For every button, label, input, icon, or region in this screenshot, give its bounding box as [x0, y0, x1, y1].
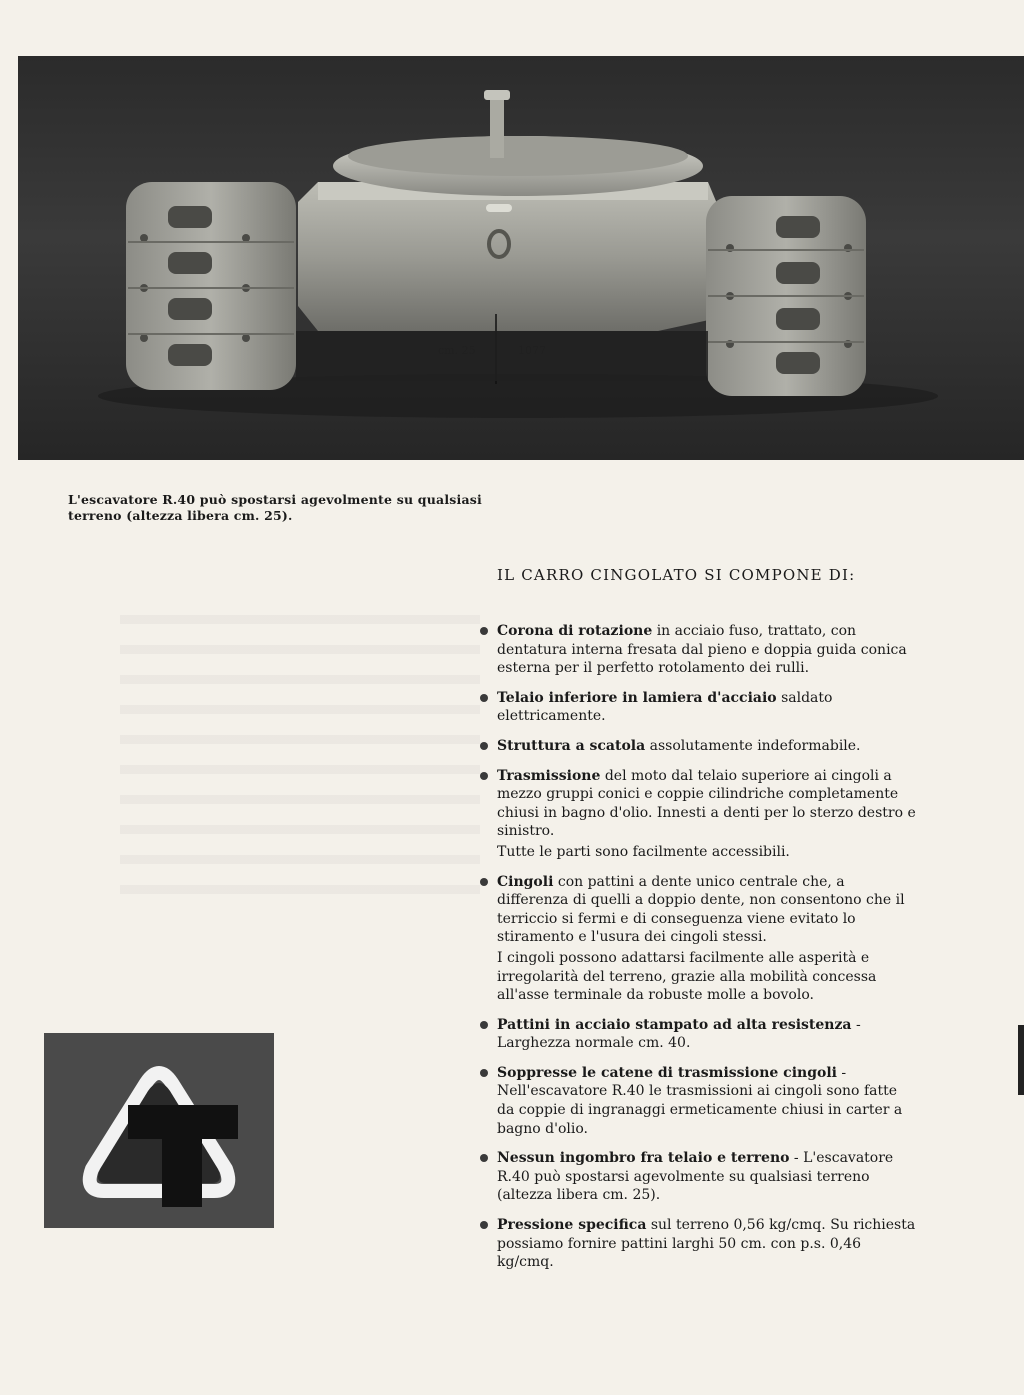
bullet-icon [480, 1069, 488, 1077]
frame-plate [486, 204, 512, 212]
list-item [478, 873, 918, 1005]
item-title: Soppresse le catene di trasmissione cingoli [497, 1064, 837, 1081]
item-title: Cingoli [497, 873, 554, 890]
item-extra: Tutte le parti sono facilmente accessibili. [497, 843, 790, 860]
item-title: Corona di rotazione [497, 623, 653, 639]
page-edge-mark [1018, 1025, 1024, 1095]
undercarriage-photo [18, 56, 1024, 460]
item-text: del moto dal telaio superiore ai cingoli a mezzo gruppi conici e coppie cilindriche completamente chiusi in bagno d'olio. Innesti a denti per lo sterzo destro e sinistro. [497, 767, 916, 840]
component-list [478, 622, 918, 1283]
slewing-ring-inner [348, 136, 688, 176]
bullet-icon [480, 1021, 488, 1029]
undercarriage-illustration [18, 56, 1024, 460]
item-title: Trasmissione [497, 767, 601, 784]
bullet-icon [480, 694, 488, 702]
photo-caption [68, 492, 528, 524]
item-text: con pattini a dente unico centrale che, a differenza di quelli a doppio dente, non consentono che il terriccio si fermi e di conseguenza viene evitato lo stiramento e l'usura dei cingoli stessi. [497, 873, 905, 946]
item-text: assolutamente indeformabile. [645, 737, 861, 754]
list-item [478, 689, 918, 726]
list-item [478, 1216, 918, 1272]
bullet-icon [480, 878, 488, 886]
bullet-icon [480, 1221, 488, 1229]
list-item [478, 737, 918, 756]
bullet-icon [480, 742, 488, 750]
list-item [478, 622, 918, 678]
item-title: Pattini in acciaio stampato ad alta resistenza [497, 1016, 852, 1033]
bullet-icon [480, 772, 488, 780]
caption-line-2: terreno (altezza libera cm. 25). [68, 508, 293, 523]
caption-line-1: L'escavatore R.40 può spostarsi agevolmente su qualsiasi [68, 492, 482, 507]
item-text: - Nell'escavatore R.40 le trasmissioni ai cingoli sono fatte da coppie di ingranaggi ermeticamente chiusi in carter a bagno d'olio. [497, 1064, 903, 1137]
bullet-icon [480, 627, 488, 635]
list-item [478, 1016, 918, 1053]
item-title: Struttura a scatola [497, 737, 646, 754]
list-item [478, 1149, 918, 1205]
item-text: - Larghezza normale cm. 40. [497, 1016, 861, 1052]
item-text: sul terreno 0,56 kg/cmq. Su richiesta possiamo fornire pattini larghi 50 cm. con p.s. 0,46 kg/cmq. [497, 1217, 916, 1271]
item-text: saldato elettricamente. [497, 689, 833, 725]
section-heading: IL CARRO CINGOLATO SI COMPONE DI: [497, 566, 856, 584]
item-text: in acciaio fuso, trattato, con dentatura interna fresata dal pieno e doppia guida conica esterna per il perfetto rotolamento dei rulli. [497, 623, 907, 677]
item-title: Telaio inferiore in lamiera d'acciaio [497, 689, 777, 706]
item-title: Nessun ingombro fra telaio e terreno [497, 1150, 790, 1167]
center-pin [490, 96, 504, 158]
item-text: - L'escavatore R.40 può spostarsi agevolmente su qualsiasi terreno (altezza libera cm. 25). [497, 1150, 894, 1204]
list-item [478, 767, 918, 862]
bullet-icon [480, 1154, 488, 1162]
t-logo-icon [44, 1033, 274, 1228]
item-extra: I cingoli possono adattarsi facilmente alle asperità e irregolarità del terreno, grazie alla mobilità concessa all'asse terminale da robuste molle a bovolo. [497, 949, 877, 1004]
bleed-through-texture [120, 615, 480, 915]
center-pin-cap [484, 90, 510, 100]
list-item [478, 1064, 918, 1138]
brand-logo [44, 1033, 274, 1228]
item-title: Pressione specifica [497, 1217, 647, 1234]
underbody-shadow [296, 331, 708, 381]
